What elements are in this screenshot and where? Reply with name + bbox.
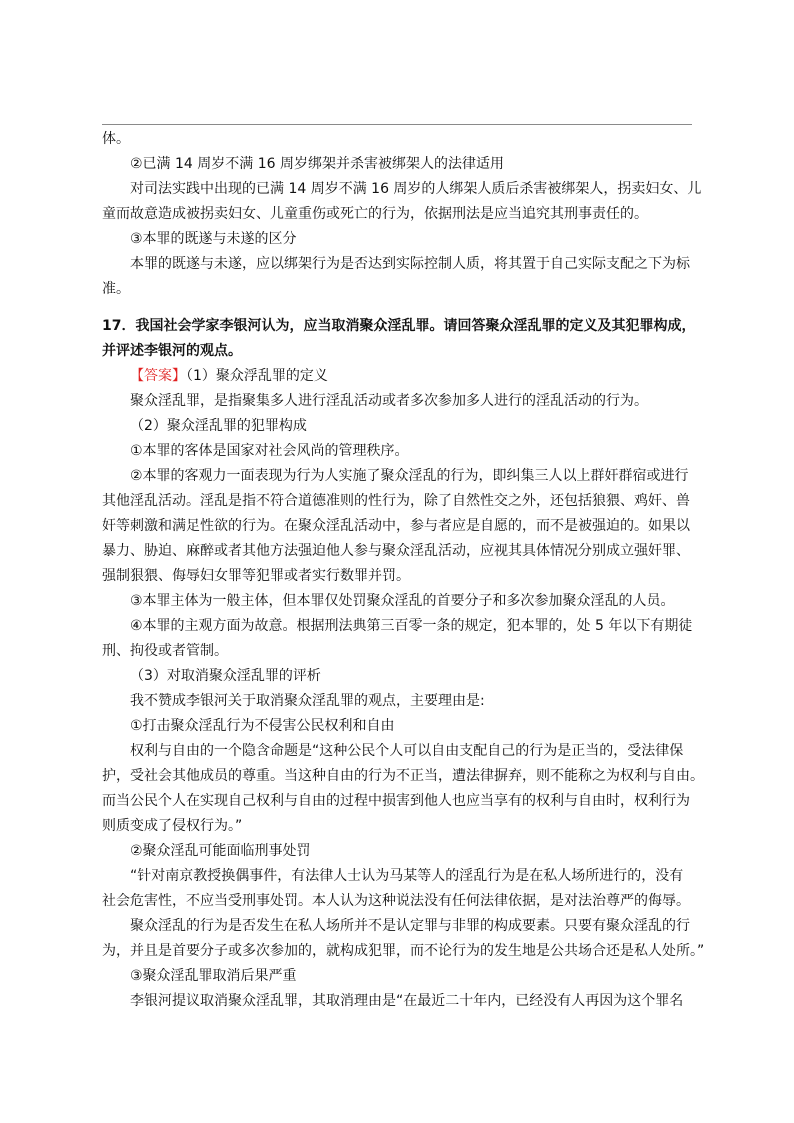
- question-line-1: 17．我国社会学家李银河认为，应当取消聚众淫乱罪。请回答聚众淫乱罪的定义及其犯罪构成，: [102, 318, 696, 334]
- paragraph-line: ④本罪的主观方面为故意。根据刑法典第三百零一条的规定，犯本罪的，处 5 年以下有期徒: [130, 618, 693, 634]
- answer-label: 【答案】: [130, 368, 186, 384]
- paragraph-line: ②本罪的客观力一面表现为行为人实施了聚众淫乱的行为，即纠集三人以上群奸群宿或进行: [130, 468, 689, 484]
- paragraph-line: （2）聚众淫乱罪的犯罪构成: [130, 418, 307, 434]
- paragraph-line: 暴力、胁迫、麻醉或者其他方法强迫他人参与聚众淫乱活动，应视其具体情况分别成立强奸罪、: [102, 543, 690, 559]
- top-section: [102, 127, 702, 302]
- answer-body: [102, 389, 705, 1014]
- paragraph-line: 体。: [102, 131, 130, 147]
- paragraph-line: 护，受社会其他成员的尊重。当这种自由的行为不正当，遭法律摒弃，则不能称之为权利与自由。: [102, 768, 704, 784]
- paragraph-line: 为，并且是首要分子或多次参加的，就构成犯罪，而不论行为的发生地是公共场合还是私人处所。”: [102, 943, 705, 959]
- paragraph-line: 强制狠猥、侮辱妇女罪等犯罪或者实行数罪并罚。: [102, 568, 410, 584]
- question-17-cont: [102, 339, 694, 364]
- paragraph-line: 童而故意造成被拐卖妇女、儿童重伤或死亡的行为，依据刑法是应当追究其刑事责任的。: [102, 206, 648, 222]
- paragraph-line: 权利与自由的一个隐含命题是“这种公民个人可以自由支配自己的行为是正当的，受法律保: [130, 743, 684, 759]
- header-rule: [102, 124, 692, 125]
- question-17: [102, 314, 694, 339]
- paragraph-line: 准。: [102, 281, 130, 297]
- paragraph-line: 其他淫乱活动。淫乱是指不符合道德准则的性行为，除了自然性交之外，还包括狼猥、鸡奸、兽: [102, 493, 690, 509]
- paragraph-line: 则质变成了侵权行为。”: [102, 818, 243, 834]
- paragraph-line: （3）对取消聚众淫乱罪的评析: [130, 668, 321, 684]
- paragraph-line: 聚众淫乱的行为是否发生在私人场所并不是认定罪与非罪的构成要素。只要有聚众淫乱的行: [130, 918, 690, 934]
- paragraph-line: ①打击聚众淫乱行为不侵害公民权利和自由: [130, 718, 395, 734]
- document-page: [102, 127, 705, 1014]
- paragraph-line: 奸等刺激和满足性欲的行为。在聚众淫乱活动中，参与者应是自愿的，而不是被强迫的。如果以: [102, 518, 690, 534]
- paragraph-line: 我不赞成李银河关于取消聚众淫乱罪的观点，主要理由是:: [130, 693, 485, 709]
- answer-heading: [102, 364, 694, 389]
- paragraph-line: 对司法实践中出现的已满 14 周岁不满 16 周岁的人绑架人质后杀害被绑架人，拐卖妇女、儿: [130, 181, 702, 197]
- paragraph-line: ②已满 14 周岁不满 16 周岁绑架并杀害被绑架人的法律适用: [130, 156, 504, 172]
- paragraph-line: ③聚众淫乱罪取消后果严重: [130, 968, 297, 984]
- paragraph-line: 李银河提议取消聚众淫乱罪，其取消理由是“在最近二十年内，已经没有人再因为这个罪名: [130, 993, 684, 1009]
- question-line-2: 并评述李银河的观点。: [102, 343, 242, 359]
- paragraph-line: 社会危害性，不应当受刑事处罚。本人认为这种说法没有任何法律依据，是对法治尊严的侮辱。: [102, 893, 690, 909]
- paragraph-line: ②聚众淫乱可能面临刑事处罚: [130, 843, 311, 859]
- paragraph-line: 聚众淫乱罪，是指聚集多人进行淫乱活动或者多次参加多人进行的淫乱活动的行为。: [130, 393, 648, 409]
- paragraph-line: 本罪的既遂与未遂，应以绑架行为是否达到实际控制人质，将其置于自己实际支配之下为标: [130, 256, 690, 272]
- paragraph-line: 刑、拘役或者管制。: [102, 643, 228, 659]
- paragraph-line: ③本罪的既遂与未遂的区分: [130, 231, 297, 247]
- answer-first-line: （1）聚众浮乱罪的定义: [186, 368, 328, 384]
- paragraph-line: ③本罪主体为一般主体，但本罪仅处罚聚众淫乱的首要分子和多次参加聚众淫乱的人员。: [130, 593, 675, 609]
- paragraph-line: ①本罪的客体是国家对社会风尚的管理秩序。: [130, 443, 409, 459]
- paragraph-line: 而当公民个人在实现自己权利与自由的过程中损害到他人也应当享有的权利与自由时，权利行为: [102, 793, 690, 809]
- paragraph-line: “针对南京教授换偶事件，有法律人士认为马某等人的淫乱行为是在私人场所进行的，没有: [130, 868, 684, 884]
